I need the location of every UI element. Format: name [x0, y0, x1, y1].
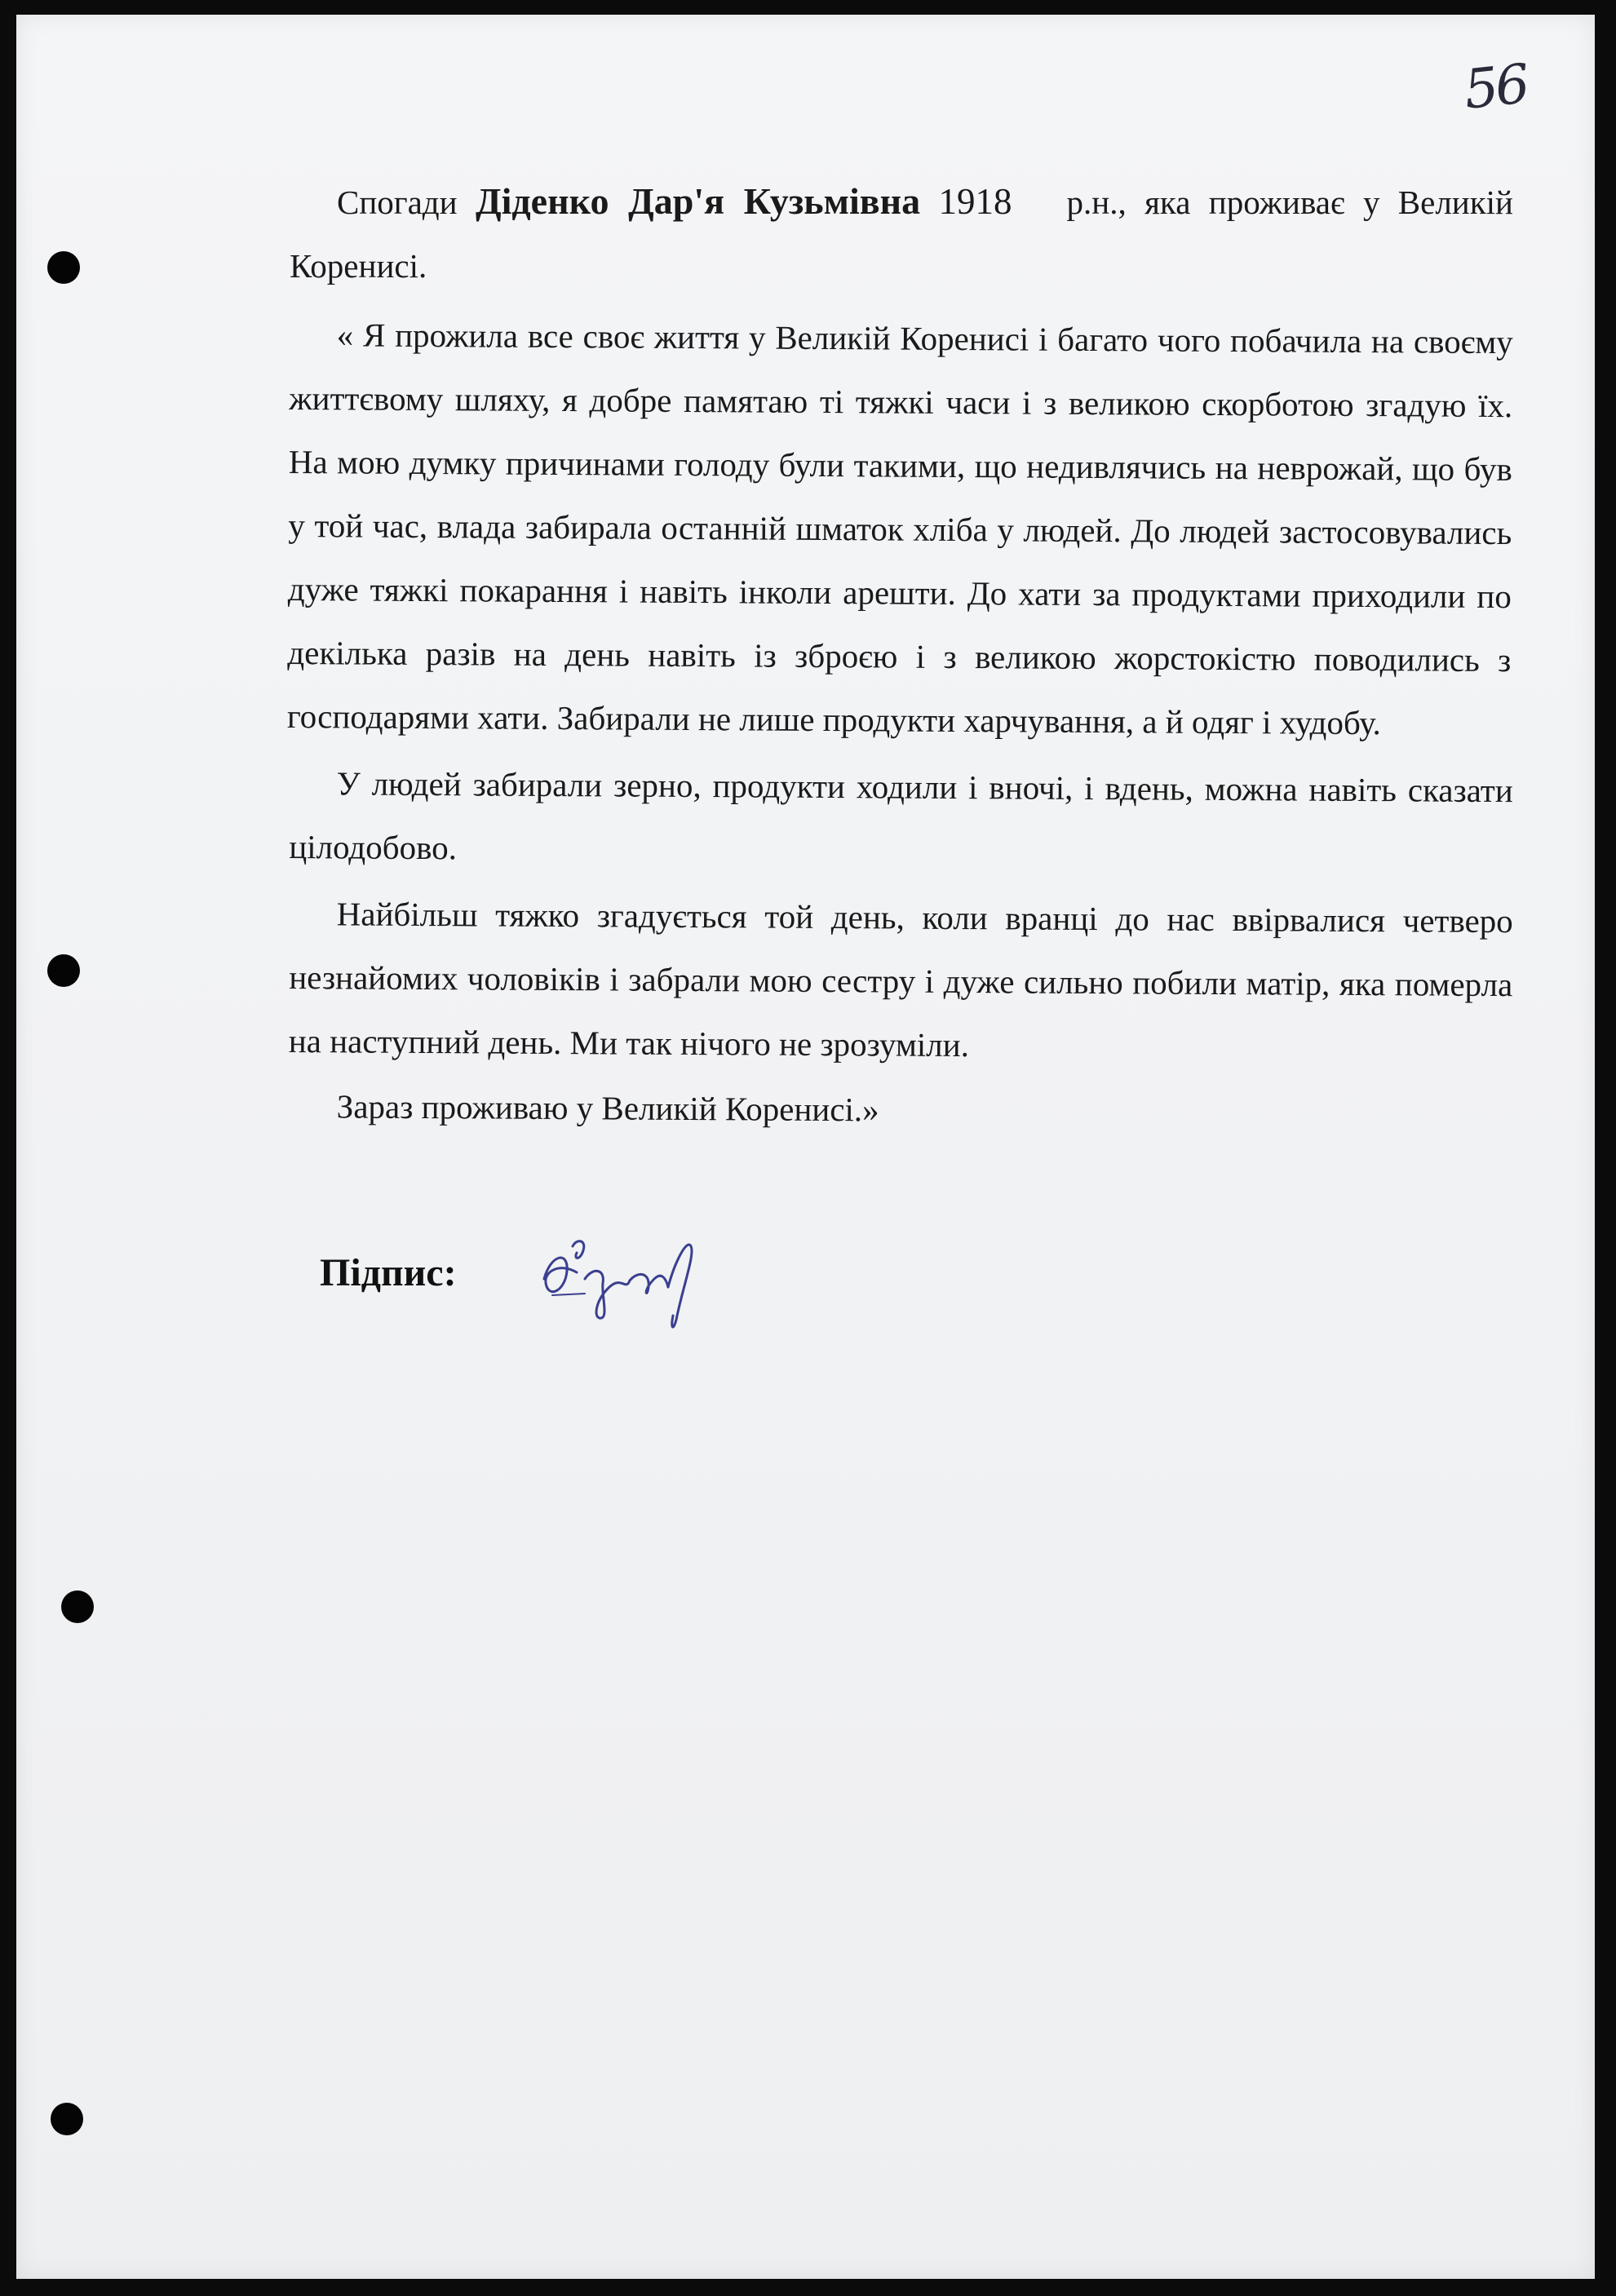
- signature-block: [320, 1222, 809, 1344]
- signature-label: Підпис:: [320, 1251, 457, 1294]
- birth-year: 1918: [938, 181, 1012, 222]
- paragraph-2: У людей забирали зерно, продукти ходили і вночі, і вдень, можна навіть сказати цілодобово.: [289, 764, 1513, 867]
- paragraph-1: « Я прожила все своє життя у Великій Коренисі і багато чого побачила на своєму життєвому шляху, я добре памятаю ті тяжкі часи і з великою скорботою згадую їх. На мою думку причинами голоду були такими, що недивлячись на неврожай, що був у той час, влада забирала останній шматок хліба у людей. До людей застосовувались дуже тяжкі покарання і навіть інколи арешти. До хати за продуктами приходили по декілька разів на день навіть із зброєю і з великою жорстокістю поводились з господарями хати. Забирали не лише продукти харчування, а й одяг і худобу.: [286, 316, 1513, 742]
- punch-hole-4: [51, 2103, 83, 2135]
- intro-prefix: Спогади: [337, 184, 458, 221]
- document-page: [16, 15, 1595, 2279]
- handwritten-signature: [528, 1222, 707, 1344]
- punch-hole-1: [47, 251, 80, 284]
- punch-hole-3: [61, 1590, 94, 1623]
- intro-suffix: р.н., яка проживає у Великій Коренисі.: [290, 184, 1513, 285]
- page-number: 56: [1461, 52, 1530, 122]
- person-name: Діденко Дар'я Кузьмівна: [475, 180, 921, 222]
- paragraph-3: Найбільш тяжко згадується той день, коли вранці до нас ввірвалися четверо незнайомих чоловіків і забрали мою сестру і дуже сильно побили матір, яка померла на наступний день. Ми так нічого не зрозуміли.: [288, 895, 1513, 1064]
- paragraph-4: Зараз проживаю у Великій Коренисі.»: [336, 1087, 879, 1129]
- memoir-text: [286, 170, 1513, 1138]
- punch-hole-2: [47, 954, 80, 987]
- intro-paragraph: [290, 170, 1513, 298]
